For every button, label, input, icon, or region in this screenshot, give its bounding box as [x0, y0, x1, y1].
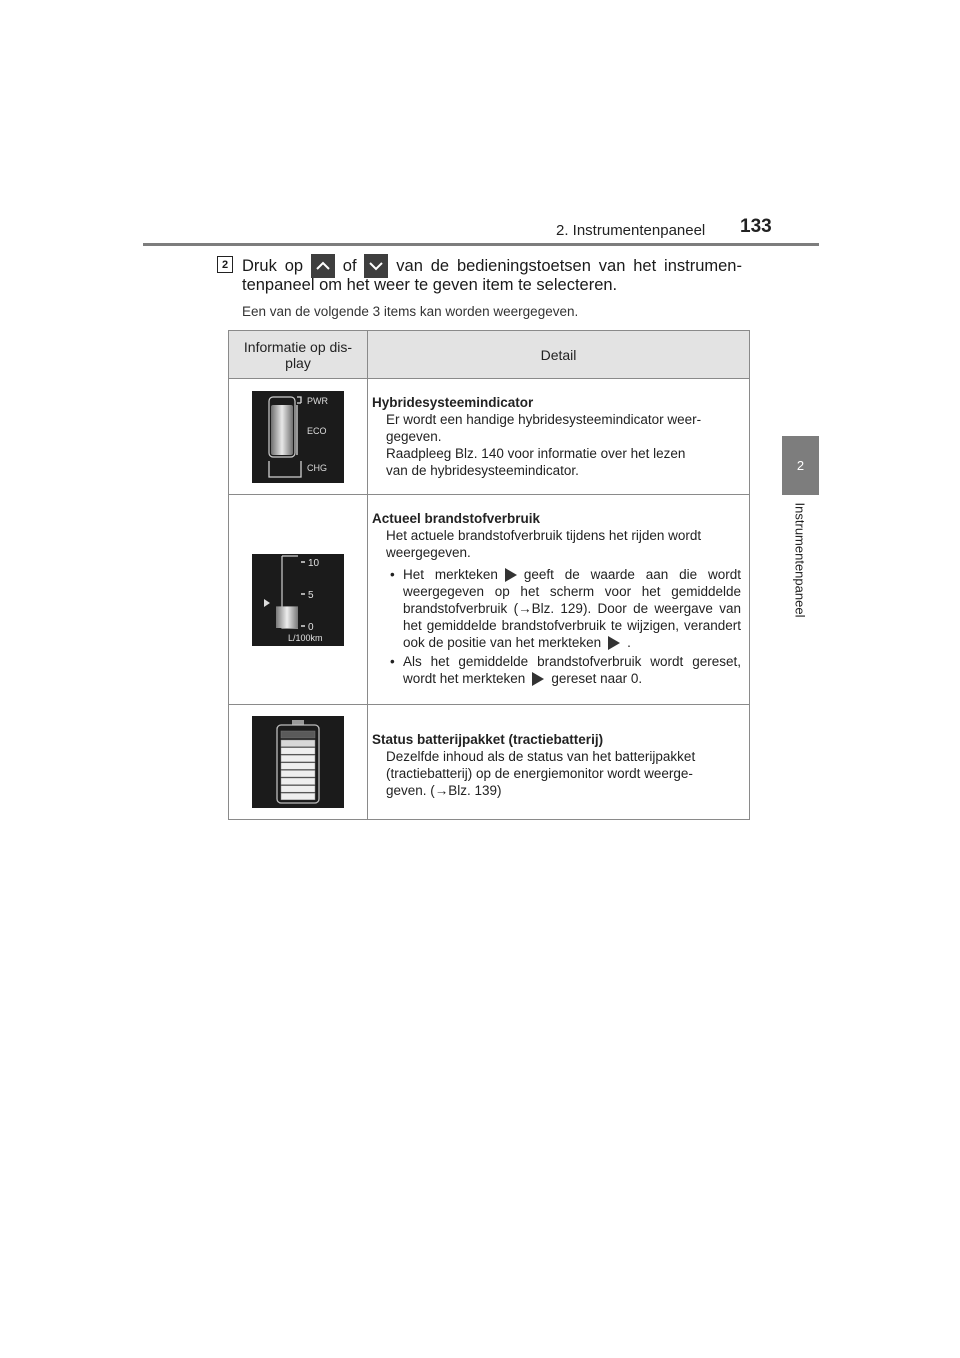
side-tab-number: 2: [782, 436, 819, 495]
table-header-row: [229, 331, 750, 379]
detail-bullets: [372, 566, 741, 687]
detail-line: van de hybridesysteemindicator.: [386, 463, 579, 478]
list-item: [394, 653, 741, 687]
battery-cell: [281, 786, 315, 793]
fuel-consumption-screen: [252, 554, 344, 646]
battery-cell: [281, 748, 315, 755]
step-instruction-line1: [242, 254, 742, 278]
detail-line: weergegeven.: [386, 545, 471, 560]
step-instruction-line2: tenpaneel om het weer te geven item te selecteren.: [242, 276, 618, 294]
step-word: van: [598, 256, 626, 275]
fuel-consumption-cell: [229, 495, 368, 705]
label-eco: ECO: [307, 425, 327, 436]
unit-label: L/100km: [288, 632, 323, 643]
step-word: of: [342, 256, 357, 275]
battery-cell: [281, 755, 315, 762]
step-word: instrumen-: [664, 256, 742, 275]
detail-line: Het actuele brandstofverbruik tijdens het rijden wordt: [386, 528, 702, 543]
list-item: [394, 566, 741, 651]
chevron-up-key-icon: [311, 254, 335, 278]
note-text: Een van de volgende 3 items kan worden weergegeven.: [242, 304, 579, 319]
header-detail: Detail: [368, 331, 750, 379]
detail-title: Status batterijpakket (tractiebatterij): [372, 732, 604, 747]
header-display-info: [229, 331, 368, 379]
marker-triangle-icon: [504, 567, 518, 583]
side-tab-label: Instrumentenpaneel: [792, 502, 808, 618]
header-display-info-line2: play: [285, 354, 311, 371]
bullet-text: Het merkteken: [403, 567, 498, 582]
detail-line: (tractiebatterij) op de energiemonitor wordt weerge-: [386, 766, 693, 781]
battery-status-detail: [368, 705, 750, 820]
step-number: 2: [217, 256, 233, 273]
info-table: [228, 330, 750, 820]
table-row: [229, 495, 750, 705]
battery-status-screen: [252, 716, 344, 808]
step-word: Druk: [242, 256, 277, 275]
battery-status-cell: [229, 705, 368, 820]
step-word: van: [396, 256, 423, 275]
step-word: de: [430, 256, 450, 275]
hybrid-indicator-cell: [229, 379, 368, 495]
page-number: 133: [740, 216, 772, 237]
bullet-text: .: [627, 635, 631, 650]
section-title: 2. Instrumentenpaneel: [556, 222, 706, 239]
hybrid-indicator-detail: [368, 379, 750, 495]
step-word: bedieningstoetsen: [456, 256, 591, 275]
tick-5: 5: [308, 589, 314, 601]
hybrid-indicator-screen: [252, 391, 344, 483]
header-rule: [143, 243, 819, 246]
tick-0: 0: [308, 621, 314, 633]
step-word: het: [633, 256, 657, 275]
detail-title: Hybridesysteemindicator: [372, 395, 534, 410]
battery-cell: [281, 778, 315, 785]
battery-cell: [281, 793, 315, 800]
label-chg: CHG: [307, 462, 327, 473]
table-row: [229, 705, 750, 820]
detail-line: Dezelfde inhoud als de status van het batterijpakket: [386, 749, 696, 764]
tick-10: 10: [308, 557, 320, 569]
detail-line: Er wordt een handige hybridesysteemindicator weer-: [386, 412, 702, 427]
table-row: [229, 379, 750, 495]
battery-cell: [281, 763, 315, 770]
label-pwr: PWR: [307, 395, 328, 406]
bullet-text: geeft de waarde aan die wordt weergegeven op het scherm voor het gemiddelde brandstofverbruik (→Blz. 129). Door de weergave van het gemiddelde brandstofverbruik te wijzigen, verandert ook de positie van het merkteken: [403, 567, 741, 650]
detail-title: Actueel brandstofverbruik: [372, 511, 541, 526]
battery-cell: [281, 770, 315, 777]
bullet-text: gereset naar 0.: [551, 671, 643, 686]
marker-triangle-icon: [607, 635, 621, 651]
fuel-bar-fill: [276, 606, 298, 628]
detail-line: geven. (→Blz. 139): [386, 783, 502, 798]
detail-line: Raadpleeg Blz. 140 voor informatie over het lezen: [386, 446, 686, 461]
step-word: op: [284, 256, 304, 275]
header-display-info-line1: Informatie op dis-: [243, 338, 353, 355]
chevron-down-key-icon: [364, 254, 388, 278]
fuel-consumption-detail: [368, 495, 750, 705]
marker-triangle-icon: [531, 671, 545, 687]
detail-line: gegeven.: [386, 429, 442, 444]
battery-cell: [281, 740, 315, 747]
bullet-text: Als het gemiddelde brandstofverbruik wordt gereset, wordt het merkteken: [403, 654, 741, 686]
